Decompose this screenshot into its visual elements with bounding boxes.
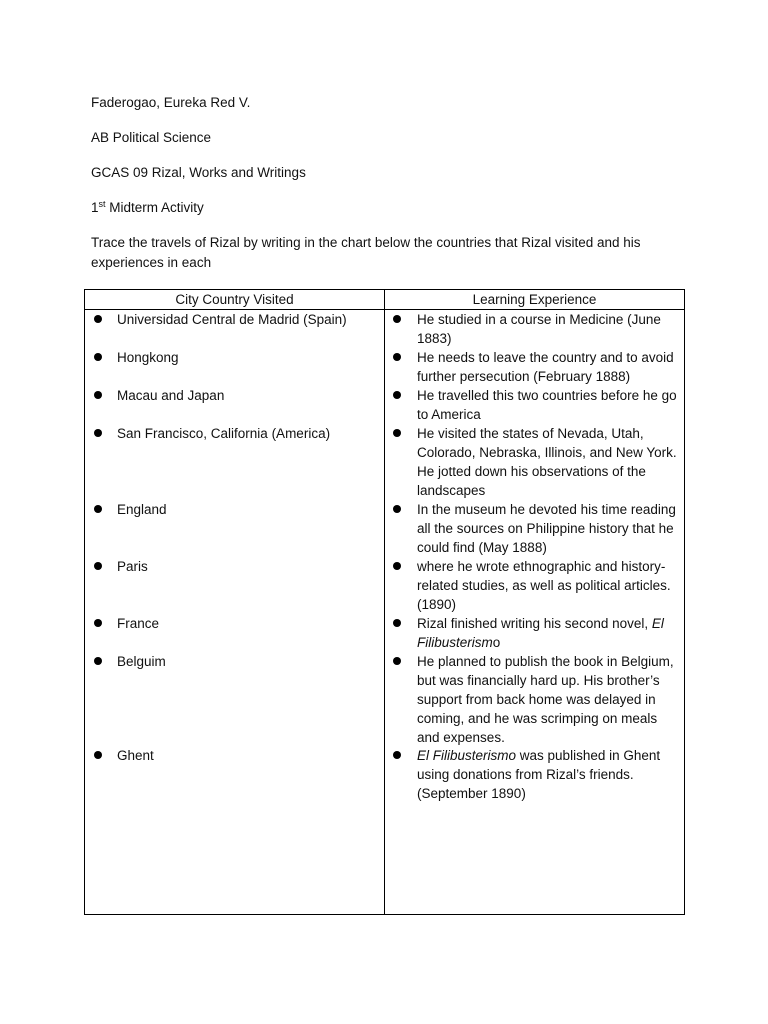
bullet-icon — [94, 562, 102, 570]
place-cell: Hongkong — [117, 350, 179, 365]
course-name: AB Political Science — [91, 130, 212, 145]
bullet-icon — [393, 391, 401, 399]
place-cell: England — [117, 502, 167, 517]
experience-cell: He travelled this two countries before he go to America — [417, 388, 677, 422]
bullet-icon — [94, 315, 102, 323]
column-divider — [384, 290, 385, 914]
place-cell: Macau and Japan — [117, 388, 225, 403]
place-cell: San Francisco, California (America) — [117, 426, 331, 441]
bullet-icon — [393, 505, 401, 513]
experience-cell — [417, 614, 679, 652]
experience-cell: where he wrote ethnographic and history-related studies, as well as political articles. (1890) — [417, 559, 671, 612]
subject-title: GCAS 09 Rizal, Works and Writings — [91, 165, 306, 180]
bullet-icon — [94, 619, 102, 627]
place-cell: Universidad Central de Madrid (Spain) — [117, 312, 347, 327]
bullet-icon — [393, 751, 401, 759]
bullet-icon — [94, 391, 102, 399]
place-cell: Paris — [117, 559, 148, 574]
bullet-icon — [94, 505, 102, 513]
instructions-text: Trace the travels of Rizal by writing in the chart below the countries that Rizal visited and his experiences in each — [91, 235, 641, 270]
bullet-icon — [393, 562, 401, 570]
experience-text: o — [492, 635, 501, 650]
experience-cell: He studied in a course in Medicine (June 1883) — [417, 312, 661, 346]
novel-title: El Filibusterismo — [417, 748, 517, 763]
bullet-icon — [393, 315, 401, 323]
column-header-experience: Learning Experience — [472, 292, 597, 307]
student-name: Faderogao, Eureka Red V. — [91, 95, 251, 110]
experience-cell: He needs to leave the country and to avoid further persecution (February 1888) — [417, 350, 674, 384]
activity-ordinal-suffix: st — [98, 199, 106, 209]
experience-cell: He visited the states of Nevada, Utah, Colorado, Nebraska, Illinois, and New York. He jotted down his observations of the landscapes — [417, 426, 677, 498]
activity-number: 1 — [91, 200, 99, 215]
bullet-icon — [393, 619, 401, 627]
place-cell: Belguim — [117, 654, 166, 669]
bullet-icon — [393, 429, 401, 437]
experience-text: Rizal finished writing his second novel, — [417, 616, 652, 631]
novel-title: El Filibusterism — [417, 616, 664, 650]
bullet-icon — [94, 429, 102, 437]
bullet-icon — [393, 353, 401, 361]
column-header-places: City Country Visited — [175, 292, 294, 307]
place-cell: Ghent — [117, 748, 154, 763]
bullet-icon — [393, 657, 401, 665]
bullet-icon — [94, 353, 102, 361]
bullet-icon — [94, 657, 102, 665]
experience-text: was published in Ghent using donations from Rizal’s friends. (September 1890) — [417, 748, 661, 801]
place-cell: France — [117, 616, 160, 631]
travel-chart-table — [84, 289, 685, 915]
experience-cell — [417, 746, 679, 803]
bullet-icon — [94, 751, 102, 759]
activity-title — [91, 198, 204, 217]
activity-label: Midterm Activity — [105, 200, 204, 215]
experience-cell: He planned to publish the book in Belgium, but was financially hard up. His brother’s support from back home was delayed in coming, and he was scrimping on meals and expenses. — [417, 654, 674, 745]
experience-cell: In the museum he devoted his time reading all the sources on Philippine history that he could find (May 1888) — [417, 502, 676, 555]
